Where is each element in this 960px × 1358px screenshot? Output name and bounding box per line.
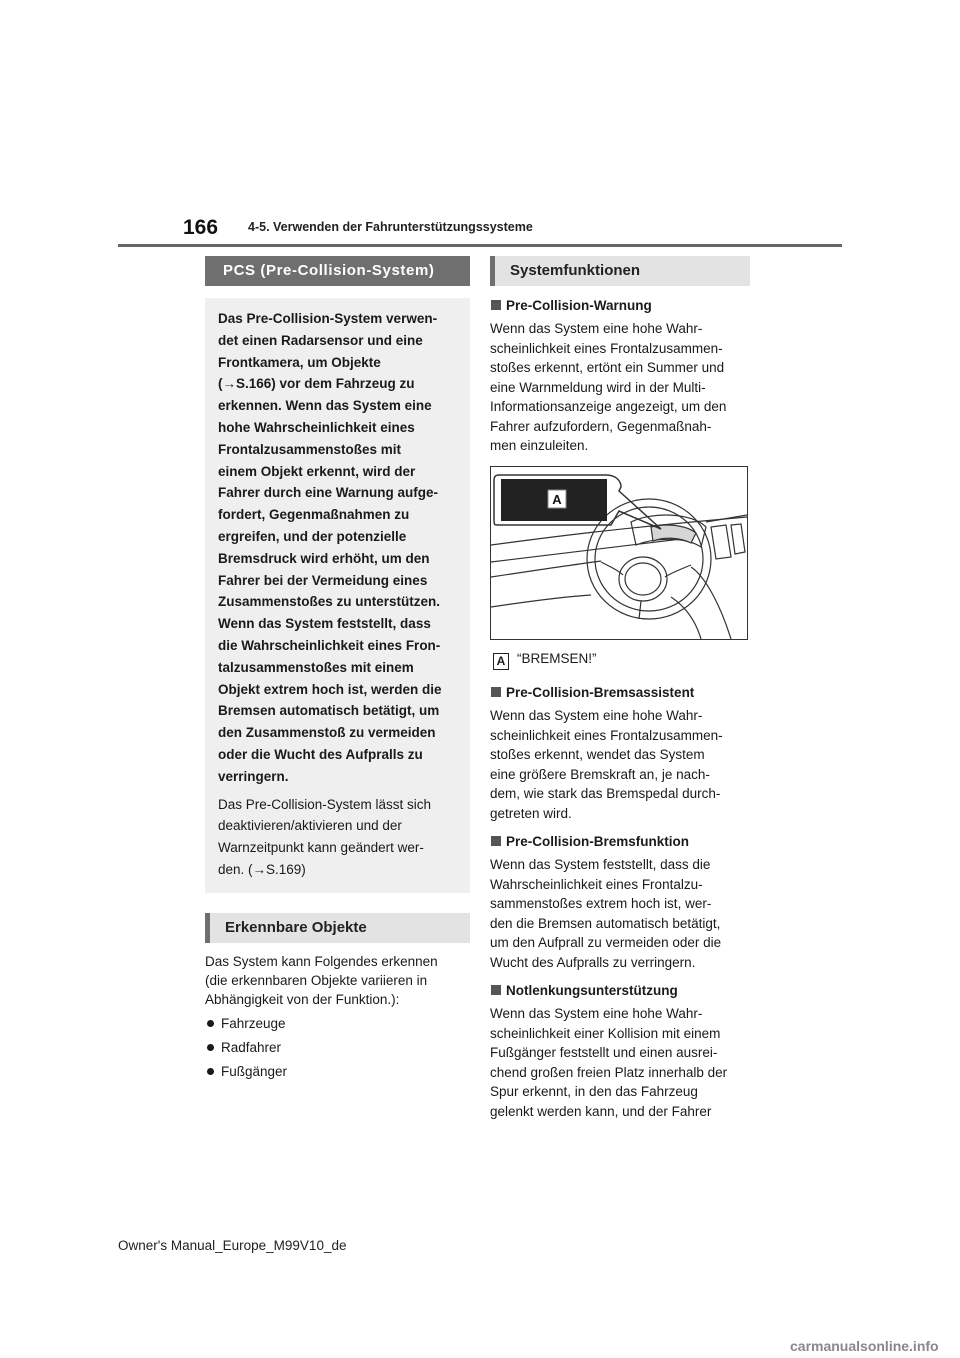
bullet-icon <box>207 1020 214 1027</box>
summary-line[interactable]: (→S.166) vor dem Fahrzeug zu <box>218 376 415 392</box>
body-line: Wucht des Aufpralls zu verringern. <box>490 954 696 970</box>
brake-assist-section <box>490 683 750 823</box>
body-line: scheinlichkeit eines Frontalzusammen- <box>490 340 723 356</box>
summary-line: Wenn das System feststellt, dass <box>218 616 431 632</box>
square-bullet-icon <box>491 836 501 846</box>
summary-bold-text <box>218 308 457 788</box>
summary-line: Zusammenstoßes zu unterstützen. <box>218 594 441 610</box>
summary-line: Objekt extrem hoch ist, werden die <box>218 681 442 697</box>
summary-line: verringern. <box>218 768 289 784</box>
dashboard-illustration <box>490 466 748 640</box>
body-line: den die Bremsen automatisch betätigt, <box>490 915 721 931</box>
summary-normal-text <box>218 794 457 881</box>
brake-function-section <box>490 832 750 972</box>
summary-line[interactable]: den. (→S.169) <box>218 861 306 877</box>
body-line: Wahrscheinlichkeit eines Frontalzu- <box>490 876 703 892</box>
body-line: Informationsanzeige angezeigt, um den <box>490 399 727 414</box>
objects-heading: Erkennbare Objekte <box>205 913 470 943</box>
summary-line: oder die Wucht des Aufpralls zu <box>218 746 423 762</box>
dashboard-drawing <box>491 467 747 639</box>
intro-line: Das System kann Folgendes erkennen <box>205 953 438 969</box>
body-line: gelenkt werden kann, und der Fahrer <box>490 1103 712 1119</box>
bullet-icon <box>207 1044 214 1051</box>
body-line: eine Warnmeldung wird in der Multi- <box>490 379 706 395</box>
summary-line: Bremsen automatisch betätigt, um <box>218 703 440 719</box>
body-line: Wenn das System feststellt, dass die <box>490 857 711 872</box>
body-line: Fahrer aufzufordern, Gegenmaßnah- <box>490 418 712 434</box>
body-line: eine größere Bremskraft an, je nach- <box>490 766 710 782</box>
intro-line: Abhängigkeit von der Funktion.): <box>205 991 400 1007</box>
body-line: scheinlichkeit einer Kollision mit einem <box>490 1025 721 1041</box>
body-line: stoßes erkennt, wendet das System <box>490 747 705 762</box>
brake-assist-title: Pre-Collision-Bremsassistent <box>490 683 750 702</box>
body-line: Wenn das System eine hohe Wahr- <box>490 708 703 723</box>
steering-title: Notlenkungsunterstützung <box>490 981 750 1000</box>
summary-line: Fahrer durch eine Warnung aufge- <box>218 485 439 501</box>
section-title: 4-5. Verwenden der Fahrunterstützungssysteme <box>248 220 533 234</box>
summary-line: den Zusammenstoß zu vermeiden <box>218 725 436 741</box>
summary-line: hohe Wahrscheinlichkeit eines <box>218 419 415 435</box>
body-line: sammenstoßes extrem hoch ist, wer- <box>490 896 712 911</box>
summary-line: det einen Radarsensor und eine <box>218 332 423 348</box>
list-item: Fahrzeuge <box>205 1014 470 1033</box>
body-line: chend großen freien Platz innerhalb der <box>490 1064 728 1080</box>
body-line: Fußgänger feststellt und einen ausrei- <box>490 1045 718 1060</box>
body-line: men einzuleiten. <box>490 438 589 453</box>
body-line: getreten wird. <box>490 805 572 821</box>
body-line: Spur erkennt, in den das Fahrzeug <box>490 1084 698 1099</box>
summary-line: Das Pre-Collision-System lässt sich <box>218 796 432 812</box>
summary-line: erkennen. Wenn das System eine <box>218 398 432 414</box>
body-line: stoßes erkennt, ertönt ein Summer und <box>490 360 725 375</box>
summary-line: deaktivieren/aktivieren und der <box>218 818 402 834</box>
list-item: Radfahrer <box>205 1038 470 1057</box>
illustration-caption <box>493 650 597 670</box>
summary-line: Frontkamera, um Objekte <box>218 354 381 370</box>
page-number: 166 <box>183 216 219 239</box>
objects-intro <box>205 952 470 1009</box>
warning-section <box>490 296 750 456</box>
pcs-heading: PCS (Pre-Collision-System) <box>205 256 470 286</box>
body-line: dem, wie stark das Bremspedal durch- <box>490 786 721 801</box>
left-column <box>205 256 470 1081</box>
summary-line: die Wahrscheinlichkeit eines Fron- <box>218 637 441 653</box>
brake-function-title: Pre-Collision-Bremsfunktion <box>490 832 750 851</box>
right-column-lower <box>490 683 750 1121</box>
summary-line: ergreifen, und der potenzielle <box>218 528 407 544</box>
display-label: A <box>552 492 562 507</box>
footer-text: Owner's Manual_Europe_M99V10_de <box>118 1238 347 1253</box>
summary-box <box>205 298 470 893</box>
summary-line: Bremsdruck wird erhöht, um den <box>218 550 430 566</box>
right-column <box>490 256 750 456</box>
intro-line: (die erkennbaren Objekte variieren in <box>205 972 428 988</box>
header-rule <box>118 244 842 247</box>
summary-line: talzusammenstoßes mit einem <box>218 659 414 675</box>
list-item: Fußgänger <box>205 1062 470 1081</box>
body-line: Wenn das System eine hohe Wahr- <box>490 321 703 336</box>
summary-line: fordert, Gegenmaßnahmen zu <box>218 507 410 523</box>
square-bullet-icon <box>491 300 501 310</box>
body-line: scheinlichkeit eines Frontalzusammen- <box>490 727 723 743</box>
objects-list <box>205 1014 470 1081</box>
watermark[interactable]: carmanualsonline.info <box>790 1338 939 1354</box>
summary-line: Warnzeitpunkt kann geändert wer- <box>218 840 424 856</box>
functions-heading: Systemfunktionen <box>490 256 750 286</box>
bullet-icon <box>207 1068 214 1075</box>
body-line: um den Aufprall zu vermeiden oder die <box>490 935 722 950</box>
warning-title: Pre-Collision-Warnung <box>490 296 750 315</box>
steering-section <box>490 981 750 1121</box>
square-bullet-icon <box>491 985 501 995</box>
callout-label: A <box>493 653 509 670</box>
caption-text: “BREMSEN!” <box>517 651 597 666</box>
summary-line: Frontalzusammenstoßes mit <box>218 441 402 457</box>
summary-line: einem Objekt erkennt, wird der <box>218 463 416 479</box>
body-line: Wenn das System eine hohe Wahr- <box>490 1006 703 1021</box>
square-bullet-icon <box>491 687 501 697</box>
summary-line: Das Pre-Collision-System verwen- <box>218 311 438 326</box>
summary-line: Fahrer bei der Vermeidung eines <box>218 572 428 588</box>
